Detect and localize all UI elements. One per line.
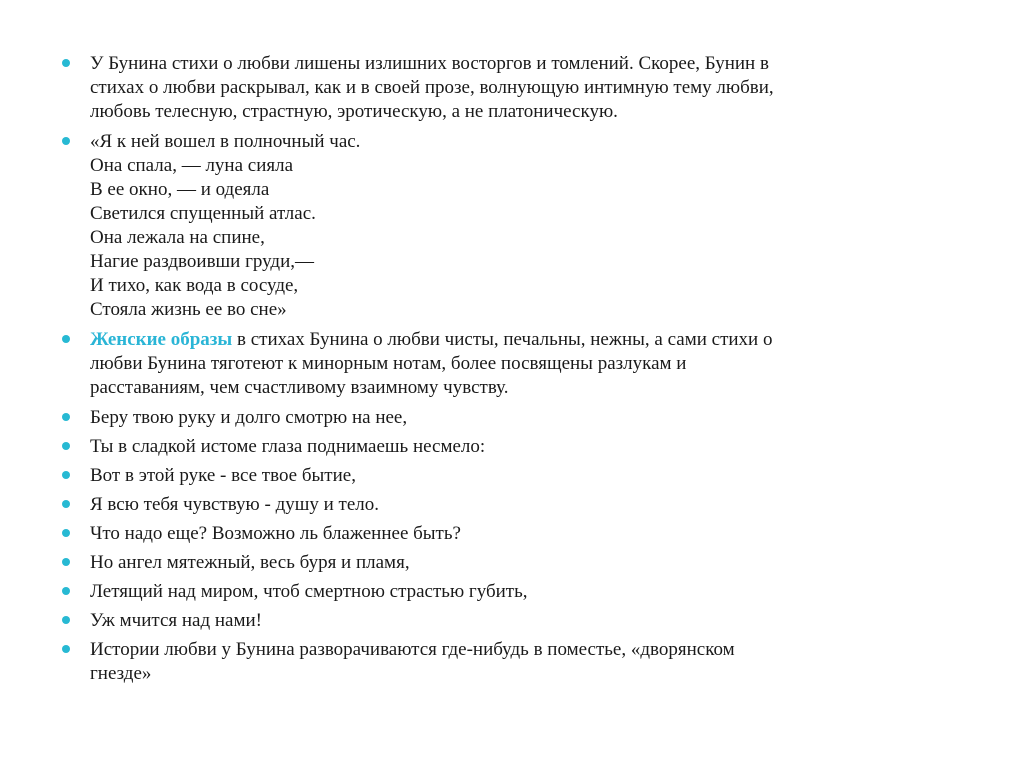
bullet-item-poem xyxy=(62,130,962,322)
bullet-item xyxy=(62,52,962,124)
bullet-dot-icon xyxy=(62,558,70,566)
bullet-text-line: любви Бунина тяготеют к минорным нотам, более посвящены разлукам и xyxy=(90,353,687,374)
bullet-dot-icon xyxy=(62,616,70,624)
bullet-text-line: расставаниям, чем счастливому взаимному чувству. xyxy=(90,377,509,398)
bullet-dot-icon xyxy=(62,587,70,595)
bullet-item xyxy=(62,609,962,633)
bullet-dot-icon xyxy=(62,471,70,479)
poem-line: И тихо, как вода в сосуде, xyxy=(90,275,299,296)
bullet-item xyxy=(62,435,962,459)
poem-line: Она лежала на спине, xyxy=(90,227,265,248)
highlighted-term: Женские образы xyxy=(90,329,233,350)
bullet-item xyxy=(62,493,962,517)
bullet-dot-icon xyxy=(62,335,70,343)
bullet-text-line: Я всю тебя чувствую - душу и тело. xyxy=(90,494,380,515)
bullet-text-line: Что надо еще? Возможно ль блаженнее быть? xyxy=(90,523,461,544)
bullet-text-line: Ты в сладкой истоме глаза поднимаешь несмело: xyxy=(90,436,486,457)
bullet-dot-icon xyxy=(62,59,70,67)
bullet-text-line xyxy=(90,328,962,352)
bullet-dot-icon xyxy=(62,529,70,537)
bullet-text-line: Но ангел мятежный, весь буря и пламя, xyxy=(90,552,410,573)
bullet-text-line: стихах о любви раскрывал, как и в своей прозе, волнующую интимную тему любви, xyxy=(90,77,774,98)
poem-line: Светился спущенный атлас. xyxy=(90,203,316,224)
bullet-text-line: Летящий над миром, чтоб смертною страстью губить, xyxy=(90,581,528,602)
bullet-text-line: Беру твою руку и долго смотрю на нее, xyxy=(90,407,408,428)
bullet-item xyxy=(62,638,962,686)
bullet-text-line: Уж мчится над нами! xyxy=(90,610,263,631)
bullet-item xyxy=(62,328,962,400)
bullet-item xyxy=(62,406,962,430)
bullet-dot-icon xyxy=(62,645,70,653)
poem-line: Стояла жизнь ее во сне» xyxy=(90,299,287,320)
bullet-text-rest: в стихах Бунина о любви чисты, печальны, нежны, а сами стихи о xyxy=(232,329,773,350)
bullet-dot-icon xyxy=(62,500,70,508)
bullet-text-line: У Бунина стихи о любви лишены излишних восторгов и томлений. Скорее, Бунин в xyxy=(90,53,769,74)
bullet-item xyxy=(62,580,962,604)
bullet-dot-icon xyxy=(62,413,70,421)
bullet-text-line: гнезде» xyxy=(90,663,152,684)
bullet-dot-icon xyxy=(62,442,70,450)
poem-line: Она спала, — луна сияла xyxy=(90,155,294,176)
bullet-text-line: Истории любви у Бунина разворачиваются где-нибудь в поместье, «дворянском xyxy=(90,639,735,660)
bullet-dot-icon xyxy=(62,137,70,145)
bullet-list xyxy=(62,52,962,692)
poem-line: В ее окно, — и одеяла xyxy=(90,179,270,200)
bullet-item xyxy=(62,464,962,488)
bullet-item xyxy=(62,522,962,546)
poem-line: Нагие раздвоивши груди,— xyxy=(90,251,315,272)
bullet-text-line: Вот в этой руке - все твое бытие, xyxy=(90,465,356,486)
bullet-text-line: любовь телесную, страстную, эротическую, а не платоническую. xyxy=(90,101,618,122)
poem-line: «Я к ней вошел в полночный час. xyxy=(90,131,361,152)
bullet-item xyxy=(62,551,962,575)
